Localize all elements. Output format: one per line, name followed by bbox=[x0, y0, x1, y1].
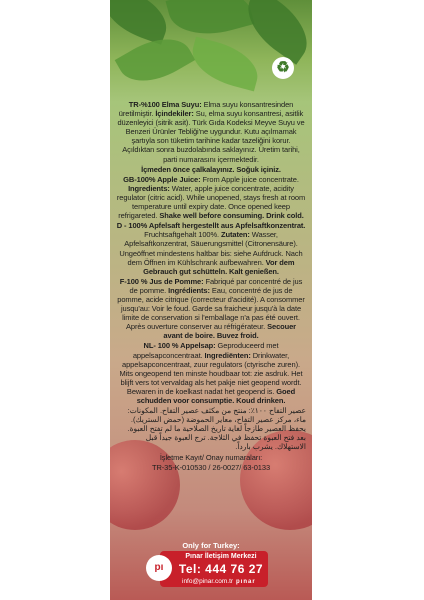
contact-footer bbox=[110, 540, 312, 600]
nl-heading: NL- 100 % Appelsap: bbox=[143, 341, 216, 351]
fr-heading: F-100 % Jus de Pomme: bbox=[119, 276, 204, 286]
contact-email[interactable]: info@pinar.com.tr bbox=[182, 578, 234, 585]
turkish-section bbox=[116, 100, 306, 164]
gb-shake: Shake well before consuming. Drink cold. bbox=[159, 211, 304, 221]
de-shake: Vor dem Gebrauch gut schütteln. Kalt genießen. bbox=[143, 257, 295, 276]
gb-body: From Apple juice concentrate. bbox=[202, 174, 299, 184]
recycle-icon: ♻ bbox=[272, 57, 294, 79]
fr-ingredients: Eau, concentré de jus de pomme, acide citrique (correcteur d'acidité). A consommer jusqu'au: Voir le foud. Garde sa fraicheur jusqu'à la date limite de conservation si l'emballage n'a pas été ouvert. Après ouverture conserver au réfrigérateur. bbox=[117, 285, 305, 332]
german-section bbox=[116, 221, 306, 276]
fr-shake: Secouer avant de boire. Buvez froid. bbox=[163, 322, 296, 341]
arabic-section: عصير التفاح ١٠٠٪: منتج من مكثف عصير التفاح. المكونات: ماء، مركز عصير التفاح، معاير الحموضة (حمض الستريك). يحفظ العصير طازجاً لغاية تاريخ الصلاحية ما لم تفتح العبوة. بعد فتح العبوة تحفظ في الثلاجة. ترج العبوة جيداً قبل الاستهلاك. يشرب بارداً. bbox=[127, 406, 306, 452]
nl-ingredients: Drinkwater, appelsapconcentraat, zuur regulators (ctyrische zuren). Mits ongeopend ten minste houdbaar tot: zie asdruk. Het blijft vers tot vervaldag als het pakje niet geopend wordt. Bewaren in de koelkast nadat het geopend is. bbox=[119, 350, 303, 396]
contact-phone[interactable]: Tel: 444 76 27 bbox=[178, 562, 264, 576]
english-section bbox=[116, 175, 306, 220]
dutch-section bbox=[116, 341, 306, 405]
contact-center-name: Pınar İletişim Merkezi bbox=[185, 553, 257, 560]
french-section bbox=[116, 277, 306, 341]
gb-heading: GB-100% Apple Juice: bbox=[123, 174, 201, 184]
tr-ingredients: Su, elma suyu konsantresi, asitlik düzenleyici (sitrik asit). Türk Gıda Kodeksi Meyve Suyu ve Benzeri Ürünler Tebliği'ne uygundur. Kutu açılmamak şartıyla son tüketim tarihine kadar tazeliğini korur. Açıldıktan sonra buzdolabında saklayınız. Üretim tarihi, parti numarasını içermektedir. bbox=[117, 109, 305, 164]
juice-carton-side-panel bbox=[110, 0, 312, 600]
gb-ingredients: Water, apple juice concentrate, acidity regulator (citric acid). While unopened, stays fresh at room temperature until expiry date. Once opened keep refrigareted. bbox=[116, 183, 306, 221]
product-info-text bbox=[116, 100, 306, 473]
leaf-decoration bbox=[166, 0, 255, 45]
de-ingredients-label: Zutaten: bbox=[221, 230, 250, 240]
de-ingredients: Wasser, Apfelsaftkonzentrat, Säuerungsmittel (Citronensäure). Ungeöffnet mindestens haltbar bis: siehe Aufdruck. Nach dem Öffnen im Kühlschrank aufbewahren. bbox=[119, 230, 303, 267]
registration-label: İşletme Kayıt/ Onay numaraları: bbox=[159, 452, 263, 462]
leaf-decoration bbox=[110, 0, 175, 45]
tr-heading: TR-%100 Elma Suyu: bbox=[128, 100, 202, 109]
de-heading: D - 100% Apfelsaft hergestellt aus Apfelsaftkonzentrat. bbox=[116, 221, 306, 231]
tr-body: Elma suyu konsantresinden üretilmiştir. bbox=[118, 100, 294, 119]
brand-wordmark: pınar bbox=[236, 579, 256, 585]
fr-body: Fabriqué par concentré de jus de pomme. bbox=[129, 276, 303, 295]
nl-ingredients-label: Ingrediënten: bbox=[204, 350, 251, 360]
gb-ingredients-label: Ingredients: bbox=[128, 183, 170, 193]
nl-shake: Goed schudden voor consumptie. Koud drinken. bbox=[136, 386, 296, 405]
tr-ingredients-label: İçindekiler: bbox=[155, 109, 194, 119]
registration-numbers: TR-35-K-010530 / 26-0027/ 63-0133 bbox=[151, 462, 271, 472]
leaf-decoration bbox=[186, 37, 263, 92]
only-for-turkey: Only for Turkey: bbox=[182, 541, 240, 550]
nl-body: Geproduceerd met appelsapconcentraat. bbox=[132, 341, 279, 360]
de-body: Fruchtsaftgehalt 100%. bbox=[144, 230, 220, 240]
tr-shake: İçmeden önce çalkalayınız. Soğuk içiniz. bbox=[141, 164, 281, 174]
fr-ingredients-label: Ingrédients: bbox=[168, 285, 210, 295]
pinar-logo-icon: pı bbox=[146, 555, 172, 581]
contact-box bbox=[154, 551, 268, 587]
